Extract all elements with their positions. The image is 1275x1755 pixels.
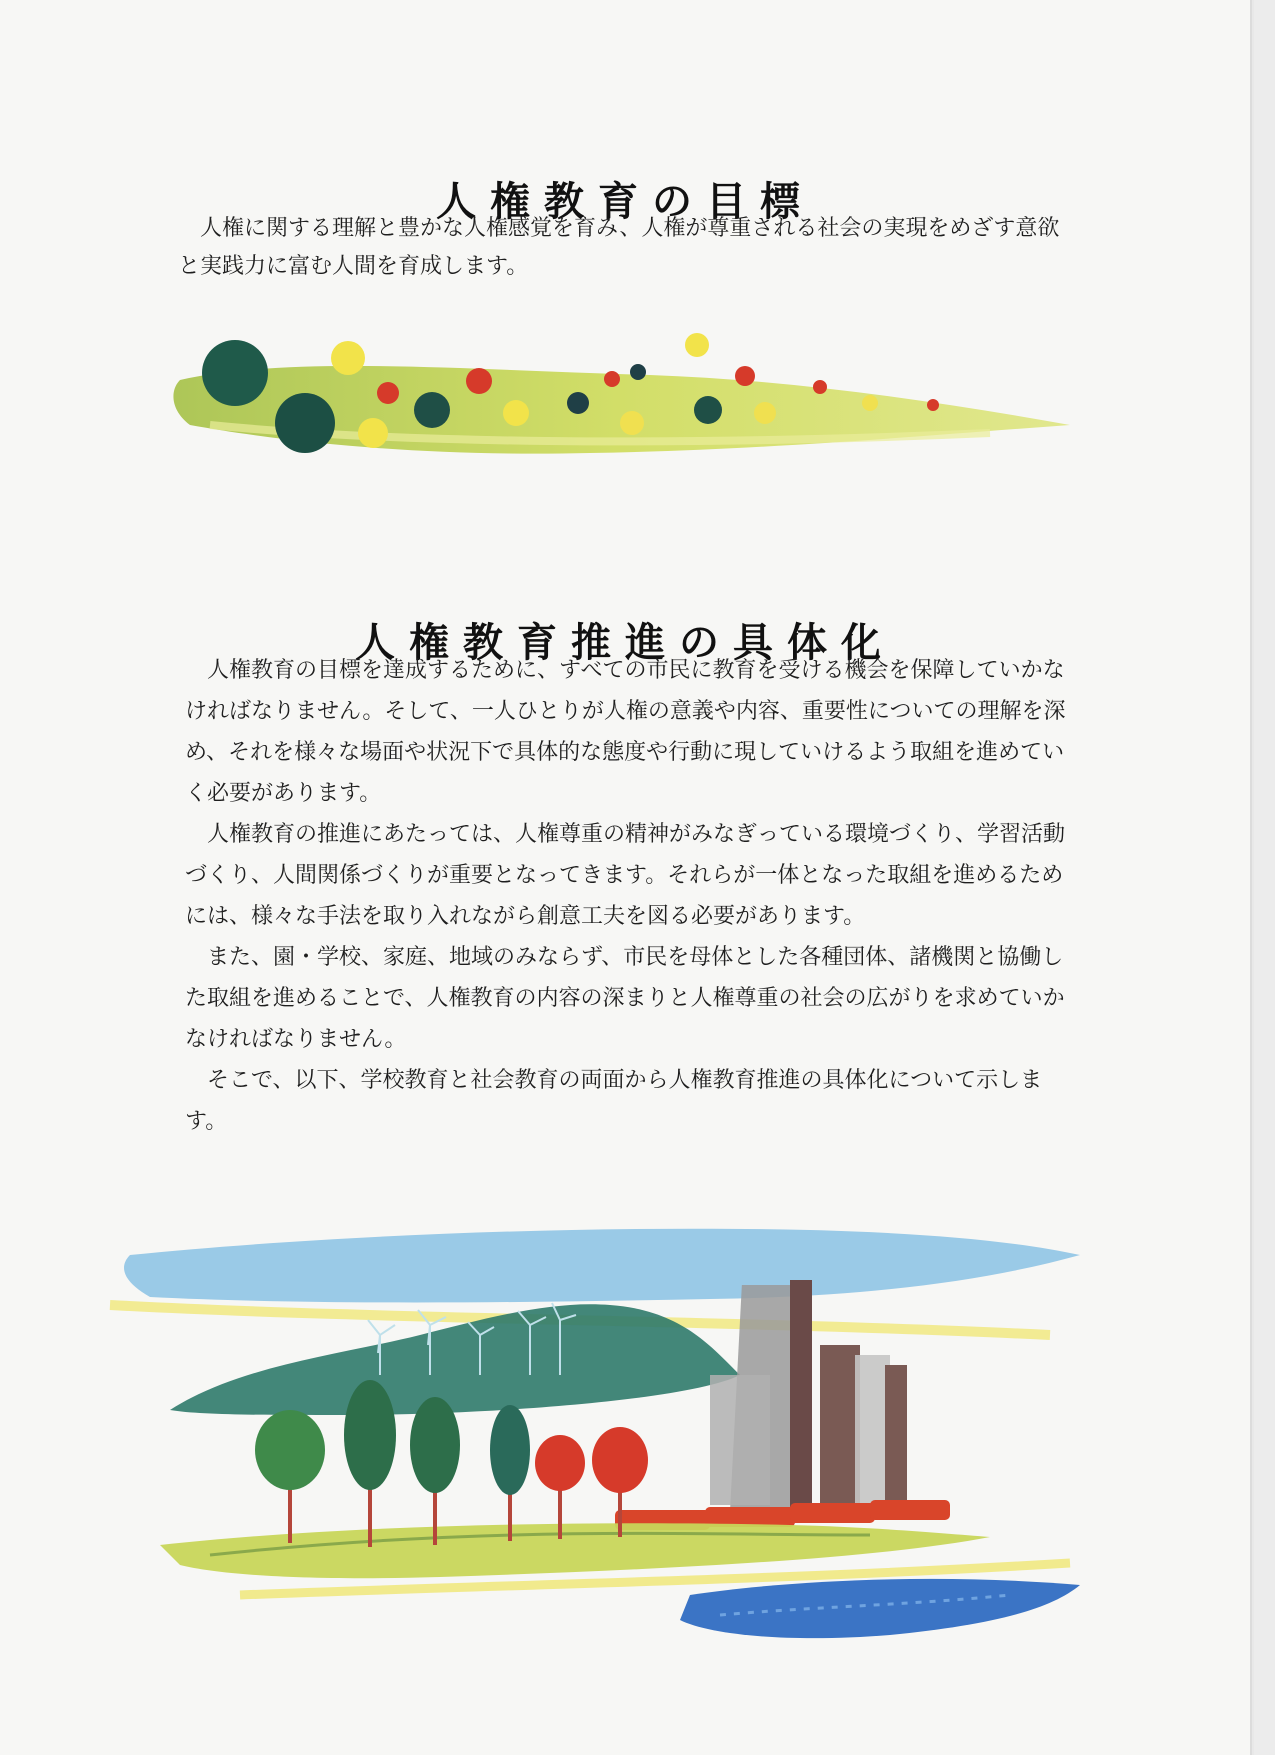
promotion-body: [185, 650, 1075, 1142]
goal-title: 人権教育の目標: [436, 178, 814, 225]
landscape-illustration: [90, 1225, 1180, 1665]
field-dots-illustration: [170, 325, 1070, 470]
promotion-title: 人権教育推進の具体化: [355, 619, 895, 666]
goal-text: 人権に関する理解と豊かな人権感覚を育み、人権が尊重される社会の実現をめざす意欲と実践力に富む人間を育成します。: [178, 216, 1060, 279]
paragraph: 人権教育の目標を達成するために、すべての市民に教育を受ける機会を保障していかなければなりません。そして、一人ひとりが人権の意義や内容、重要性についての理解を深め、それを様々な場面や状況下で具体的な態度や行動に現していけるよう取組を進めていく必要があります。: [185, 658, 1066, 806]
paragraph: また、園・学校、家庭、地域のみならず、市民を母体とした各種団体、諸機関と協働した取組を進めることで、人権教育の内容の深まりと人権尊重の社会の広がりを求めていかなければなりません。: [185, 945, 1065, 1052]
paragraph: そこで、以下、学校教育と社会教育の両面から人権教育推進の具体化について示します。: [185, 1068, 1043, 1134]
paragraph: 人権教育の推進にあたっては、人権尊重の精神がみなぎっている環境づくり、学習活動づくり、人間関係づくりが重要となってきます。それらが一体となった取組を進めるためには、様々な手法を取り入れながら創意工夫を図る必要があります。: [185, 822, 1066, 929]
